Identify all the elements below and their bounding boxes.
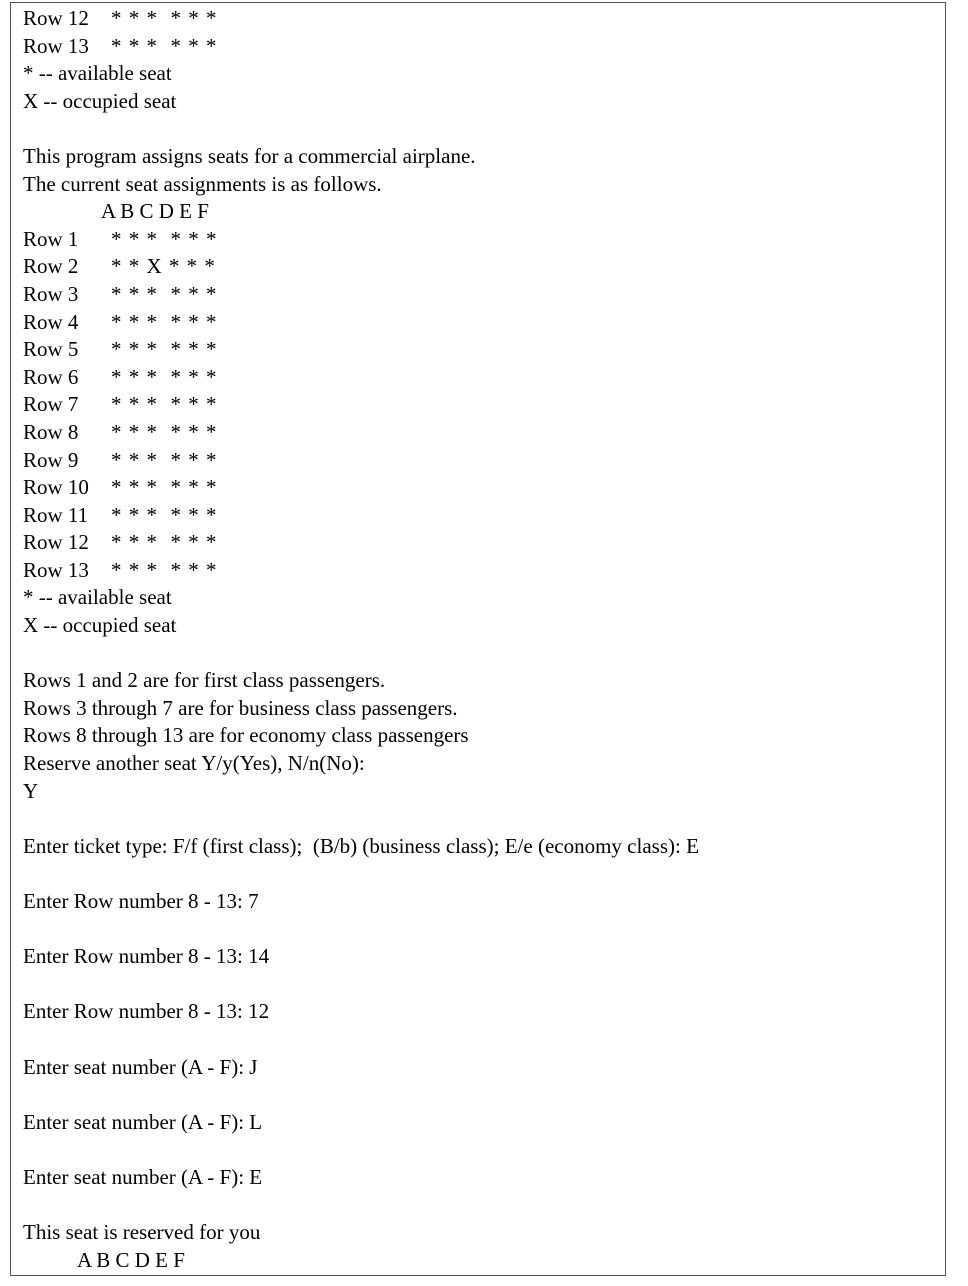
seat-row-seats: * * * * * * <box>111 502 218 527</box>
seat-row <box>23 253 943 281</box>
seat-row <box>23 309 943 337</box>
seat-column-letters: A B C D E F <box>101 199 209 224</box>
seat-row-label: Row 13 <box>23 33 89 58</box>
console-line: Rows 8 through 13 are for economy class passengers <box>23 723 469 748</box>
seat-row <box>23 474 943 502</box>
console-line: Enter seat number (A - F): J <box>23 1054 258 1079</box>
seat-row <box>23 502 943 530</box>
blank-line <box>23 860 943 888</box>
seat-row-label: Row 10 <box>23 475 89 500</box>
console-line: Rows 3 through 7 are for business class passengers. <box>23 695 458 720</box>
seat-row-seats: * * * * * * <box>111 557 218 582</box>
console-line: This seat is reserved for you <box>23 1220 261 1245</box>
blank-line <box>23 640 943 668</box>
seat-row-label: Row 2 <box>23 254 79 279</box>
blank-line <box>23 1136 943 1164</box>
seat-row <box>23 419 943 447</box>
seat-row-seats: * * * * * * <box>111 419 218 444</box>
seat-row-seats: * * * * * * <box>111 281 218 306</box>
seat-row <box>23 529 943 557</box>
seat-row <box>23 33 943 61</box>
seat-column-header <box>23 1247 943 1275</box>
console-line: Enter seat number (A - F): L <box>23 1109 263 1134</box>
seat-row-seats: * * * * * * <box>111 337 218 362</box>
seat-row <box>23 391 943 419</box>
seat-row <box>23 364 943 392</box>
console-output <box>23 5 943 1274</box>
console-line: * -- available seat <box>23 61 172 86</box>
seat-row-label: Row 13 <box>23 557 89 582</box>
blank-line <box>23 115 943 143</box>
console-line: * -- available seat <box>23 585 172 610</box>
seat-row <box>23 226 943 254</box>
seat-row-label: Row 1 <box>23 226 79 251</box>
console-line: Enter Row number 8 - 13: 7 <box>23 889 259 913</box>
seat-row-seats: * * * * * * <box>111 226 218 251</box>
console-line: Y <box>23 778 39 803</box>
seat-row-label: Row 4 <box>23 309 79 334</box>
seat-row-seats: * * * * * * <box>111 447 218 472</box>
seat-column-header <box>23 198 943 226</box>
console-line: X -- occupied seat <box>23 613 177 638</box>
blank-line <box>23 1192 943 1220</box>
seat-row-label: Row 11 <box>23 502 89 527</box>
seat-row <box>23 336 943 364</box>
console-line: The current seat assignments is as follows. <box>23 171 382 196</box>
blank-line <box>23 805 943 833</box>
seat-row-seats: * * * * * * <box>111 475 218 500</box>
console-line: Enter Row number 8 - 13: 12 <box>23 999 270 1024</box>
seat-row-label: Row 12 <box>23 530 89 555</box>
seat-row-seats: * * * * * * <box>111 364 218 389</box>
seat-row-seats: * * X * * * <box>111 254 216 279</box>
seat-row-label: Row 7 <box>23 392 79 417</box>
console-output-frame <box>10 2 946 1276</box>
seat-row-seats: * * * * * * <box>111 6 218 30</box>
seat-column-letters: A B C D E F <box>77 1247 185 1272</box>
seat-row <box>23 281 943 309</box>
seat-row-seats: * * * * * * <box>111 392 218 417</box>
console-line: Enter seat number (A - F): E <box>23 1164 263 1189</box>
blank-line <box>23 971 943 999</box>
seat-row-label: Row 3 <box>23 281 79 306</box>
seat-row-label: Row 6 <box>23 364 79 389</box>
blank-line <box>23 1026 943 1054</box>
blank-line <box>23 1081 943 1109</box>
seat-row <box>23 557 943 585</box>
seat-row-seats: * * * * * * <box>111 530 218 555</box>
seat-row <box>23 5 943 33</box>
console-line: Enter Row number 8 - 13: 14 <box>23 944 270 969</box>
blank-line <box>23 916 943 944</box>
seat-row-seats: * * * * * * <box>111 33 218 58</box>
seat-row <box>23 447 943 475</box>
console-line: Enter ticket type: F/f (first class); (B/b) (business class); E/e (economy class): E <box>23 833 699 858</box>
console-line: This program assigns seats for a commercial airplane. <box>23 143 476 168</box>
seat-row-label: Row 9 <box>23 447 79 472</box>
seat-row-label: Row 8 <box>23 419 79 444</box>
seat-row-label: Row 12 <box>23 6 89 30</box>
console-line: X -- occupied seat <box>23 88 177 113</box>
seat-row-label: Row 5 <box>23 337 79 362</box>
console-line: Reserve another seat Y/y(Yes), N/n(No): <box>23 751 365 776</box>
console-line: Rows 1 and 2 are for first class passengers. <box>23 668 386 693</box>
seat-row-seats: * * * * * * <box>111 309 218 334</box>
